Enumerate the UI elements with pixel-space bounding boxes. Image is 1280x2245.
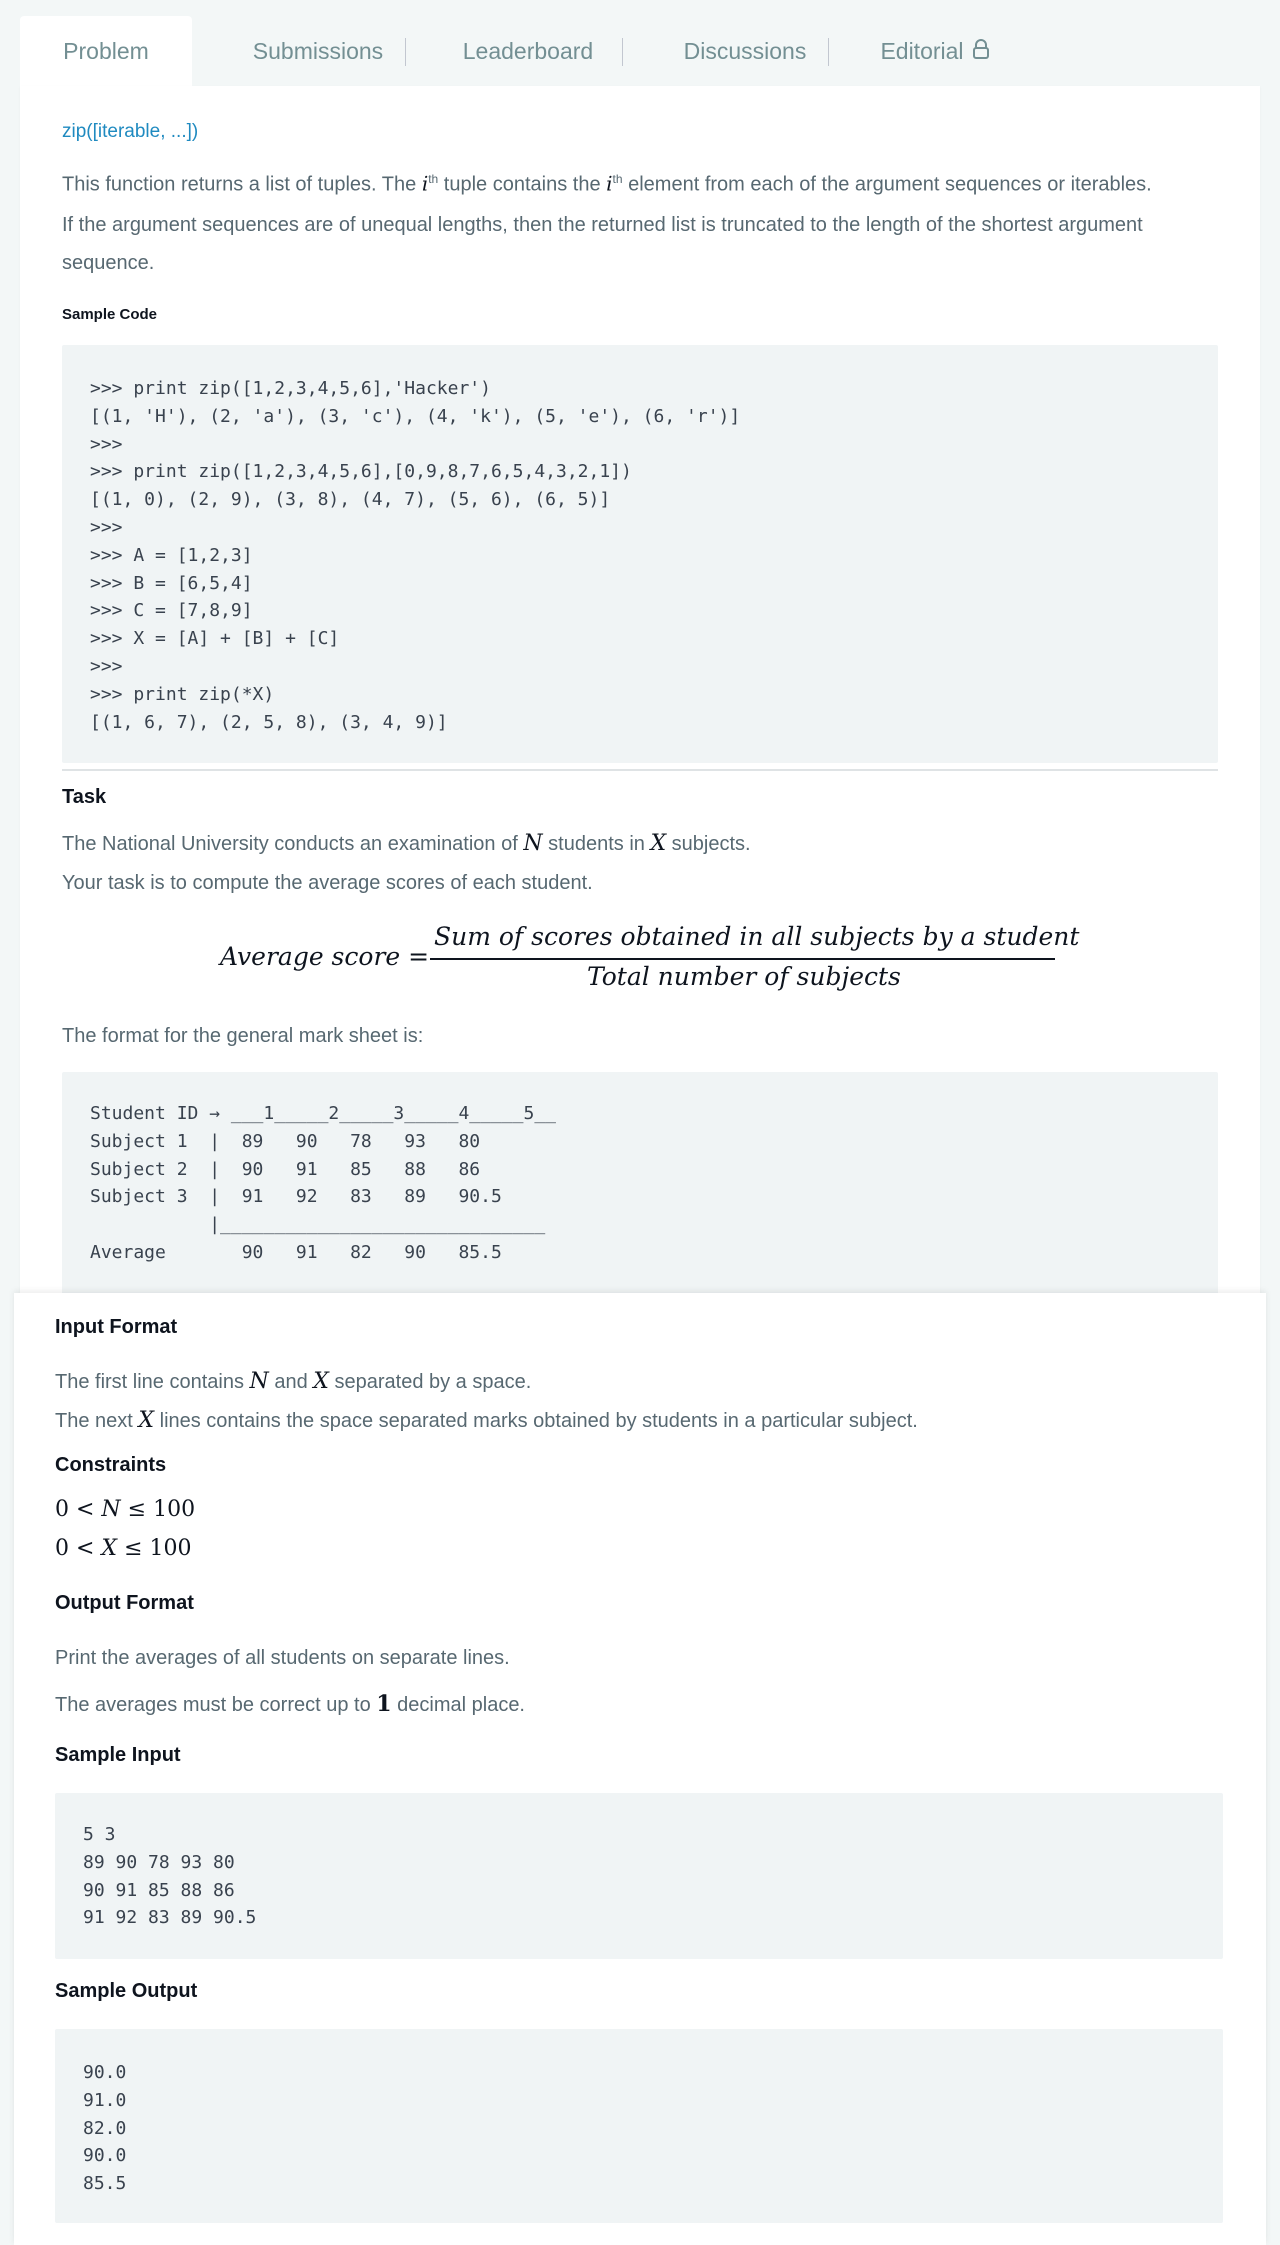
tab-leaderboard[interactable]: Leaderboard	[462, 38, 594, 64]
mark-sheet-line: Average 90 91 82 90 85.5	[90, 1241, 502, 1263]
code-line: >>> print zip([1,2,3,4,5,6],[0,9,8,7,6,5,4,3,2,1])	[90, 461, 632, 483]
mark-sheet-block	[62, 1072, 1218, 1296]
sample-code-heading: Sample Code	[62, 306, 158, 323]
intro-paragraph-2-line-2: sequence.	[62, 252, 155, 274]
output-format-heading: Output Format	[55, 1592, 194, 1614]
lock-icon	[972, 16, 990, 86]
sample-input-line: 89 90 78 93 80	[83, 1851, 235, 1873]
formula-fraction-bar	[430, 958, 1055, 960]
code-line: >>> print zip(*X)	[90, 683, 275, 705]
intro-paragraph-2-line-1: If the argument sequences are of unequal lengths, then the returned list is truncated to the length of the shortest argument	[62, 214, 1143, 236]
mark-sheet-line: |______________________________	[90, 1214, 546, 1236]
sample-input-line: 91 92 83 89 90.5	[83, 1907, 257, 1929]
task-paragraph-1: The National University conducts an examination of N students in X subjects.	[62, 831, 751, 856]
sample-input-heading: Sample Input	[55, 1744, 181, 1766]
section-divider	[62, 769, 1218, 771]
sample-output-line: 90.0	[83, 2145, 127, 2167]
code-line: >>>	[90, 655, 123, 677]
code-line: [(1, 'H'), (2, 'a'), (3, 'c'), (4, 'k'), (5, 'e'), (6, 'r')]	[90, 405, 741, 427]
sample-output-block	[55, 2029, 1223, 2223]
format-text: The format for the general mark sheet is:	[62, 1025, 424, 1047]
mark-sheet-line: Subject 2 | 90 91 85 88 86	[90, 1158, 481, 1180]
sample-output-line: 82.0	[83, 2117, 127, 2139]
code-line: >>> print zip([1,2,3,4,5,6],'Hacker')	[90, 378, 491, 399]
tab-editorial[interactable]	[860, 16, 1010, 86]
sample-output-line: 91.0	[83, 2089, 127, 2111]
sample-output-line: 85.5	[83, 2173, 127, 2195]
constraint-x: 0 < X ≤ 100	[55, 1536, 192, 1561]
task-heading: Task	[62, 786, 107, 808]
zip-signature-link[interactable]: zip([iterable, ...])	[62, 121, 199, 142]
mark-sheet-line: Student ID → ___1_____2_____3_____4_____5__	[90, 1103, 556, 1124]
tab-bar	[20, 16, 1260, 86]
code-line: >>> A = [1,2,3]	[90, 544, 253, 566]
mark-sheet-line: Subject 3 | 91 92 83 89 90.5	[90, 1186, 502, 1208]
sample-input-line: 90 91 85 88 86	[83, 1879, 235, 1901]
mark-sheet-line: Subject 1 | 89 90 78 93 80	[90, 1130, 481, 1152]
code-line: >>> C = [7,8,9]	[90, 600, 253, 622]
tab-separator	[828, 38, 829, 66]
sample-input-line: 5 3	[83, 1824, 116, 1845]
sample-output-line: 90.0	[83, 2062, 127, 2083]
tab-problem[interactable]: Problem	[20, 16, 192, 86]
constraints-heading: Constraints	[55, 1454, 167, 1476]
code-line: >>> X = [A] + [B] + [C]	[90, 628, 340, 650]
input-format-line-2: The next X lines contains the space separated marks obtained by students in a particular subject.	[55, 1408, 918, 1433]
formula-numerator: Sum of scores obtained in all subjects by a student	[434, 922, 1080, 951]
input-format-heading: Input Format	[55, 1316, 178, 1338]
constraint-n: 0 < N ≤ 100	[55, 1497, 196, 1522]
intro-paragraph-1: This function returns a list of tuples. The $i^{th}$ tuple contains the $i^{th}$ element from each of the argument sequences or iterables.	[62, 171, 1152, 196]
formula-denominator: Total number of subjects	[587, 962, 901, 991]
code-line: >>>	[90, 516, 123, 538]
code-line: [(1, 0), (2, 9), (3, 8), (4, 7), (5, 6), (6, 5)]	[90, 489, 611, 511]
code-line: [(1, 6, 7), (2, 5, 8), (3, 4, 9)]	[90, 711, 448, 733]
tab-discussions[interactable]: Discussions	[683, 38, 807, 64]
sample-output-heading: Sample Output	[55, 1980, 198, 2002]
output-format-line-1: Print the averages of all students on separate lines.	[55, 1647, 510, 1669]
input-format-line-1: The first line contains N and X separated by a space.	[55, 1369, 532, 1394]
task-paragraph-2: Your task is to compute the average scores of each student.	[62, 872, 593, 894]
code-line: >>> B = [6,5,4]	[90, 572, 253, 594]
tab-separator	[405, 38, 406, 66]
sample-input-block	[55, 1793, 1223, 1959]
tab-separator	[622, 38, 623, 66]
formula-lhs: Average score =	[220, 942, 430, 971]
tab-submissions[interactable]: Submissions	[252, 38, 384, 64]
code-line: >>>	[90, 433, 123, 455]
tab-editorial-label: Editorial	[880, 38, 964, 64]
output-format-line-2: The averages must be correct up to 1 decimal place.	[55, 1691, 525, 1717]
sample-code-block	[62, 345, 1218, 763]
